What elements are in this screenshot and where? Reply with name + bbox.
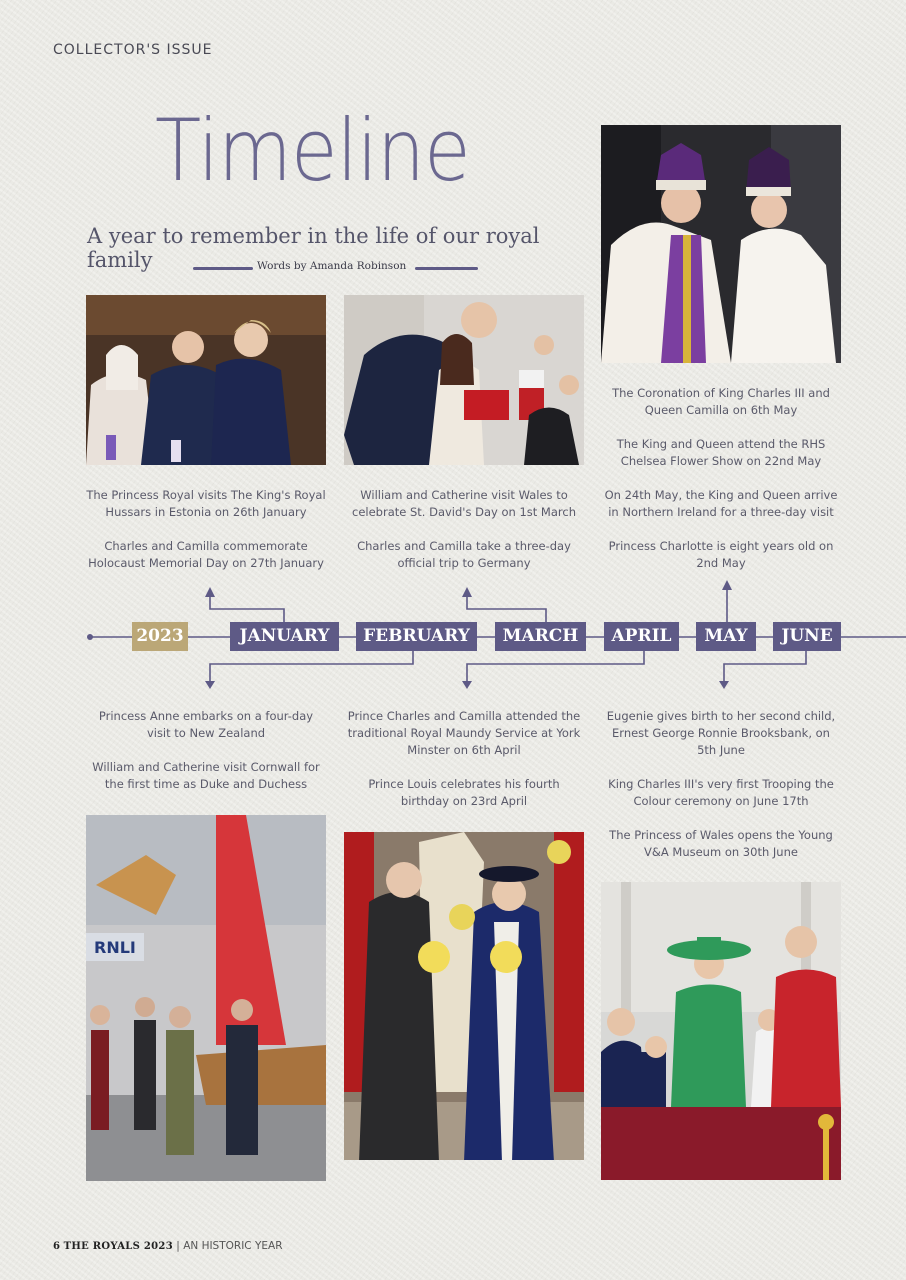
byline-rule-left (193, 267, 253, 270)
caption-text: The King and Queen attend the RHS Chelsea Flower Show on 22nd May (616, 437, 826, 468)
timeline-month-june: JUNE (773, 622, 841, 651)
page-title: Timeline (155, 101, 470, 201)
photo-st-davids-day (344, 295, 584, 465)
connector-january-up (210, 596, 284, 622)
connector-march-up (467, 596, 546, 622)
page-footer (53, 1240, 283, 1252)
caption-text: Princess Anne embarks on a four-day visit to New Zealand (98, 709, 314, 740)
caption-text: Princess Charlotte is eight years old on 2nd May (608, 539, 834, 570)
connector-february-down (210, 651, 413, 683)
arrow-down-icon (719, 681, 729, 689)
page-subtitle: A year to remember in the life of our royal family (87, 224, 540, 272)
caption-text: On 24th May, the King and Queen arrive in Northern Ireland for a three-day visit (604, 488, 838, 519)
timeline-month-may: MAY (696, 622, 756, 651)
section-label: COLLECTOR'S ISSUE (53, 42, 213, 58)
arrow-down-icon (462, 681, 472, 689)
caption-text: Eugenie gives birth to her second child, Ernest George Ronnie Brooksbank, on 5th June (606, 709, 836, 757)
byline-rule-right (415, 267, 478, 270)
connector-june-down (724, 651, 806, 683)
caption-text: Charles and Camilla commemorate Holocaust Memorial Day on 27th January (88, 539, 324, 570)
byline-group (193, 260, 478, 276)
photo-cornwall-rnli (86, 815, 326, 1181)
caption-text: The Princess Royal visits The King's Royal Hussars in Estonia on 26th January (86, 488, 326, 519)
footer-divider: | (176, 1240, 184, 1252)
page-number: 6 (53, 1241, 61, 1252)
caption-text: William and Catherine visit Wales to celebrate St. David's Day on 1st March (352, 488, 576, 519)
photo-trooping-the-colour (601, 882, 841, 1180)
caption-text: Prince Louis celebrates his fourth birthday on 23rd April (368, 777, 560, 808)
timeline-start-dot (87, 634, 93, 640)
caption-column-2-bottom (344, 708, 584, 827)
caption-column-1-bottom (86, 708, 326, 810)
caption-column-3-bottom (601, 708, 841, 878)
photo-maundy-service (344, 832, 584, 1160)
arrow-up-icon (462, 587, 472, 597)
caption-text: William and Catherine visit Cornwall for the first time as Duke and Duchess (92, 760, 320, 791)
caption-column-1-top (86, 487, 326, 589)
footer-section: AN HISTORIC YEAR (183, 1240, 283, 1252)
byline: Words by Amanda Robinson (257, 260, 407, 272)
arrow-up-icon (205, 587, 215, 597)
timeline-month-march: MARCH (495, 622, 586, 651)
caption-text: Prince Charles and Camilla attended the traditional Royal Maundy Service at York Minster on 6th April (347, 709, 581, 757)
photo-holocaust-memorial (86, 295, 326, 465)
arrow-down-icon (205, 681, 215, 689)
photo-coronation (601, 125, 841, 363)
caption-text: King Charles III's very first Trooping the Colour ceremony on June 17th (608, 777, 834, 808)
magazine-title: THE ROYALS 2023 (63, 1241, 173, 1252)
caption-text: Charles and Camilla take a three-day official trip to Germany (357, 539, 571, 570)
connector-april-down (467, 651, 644, 683)
timeline-year-2023: 2023 (132, 622, 188, 651)
caption-text: The Coronation of King Charles III and Queen Camilla on 6th May (612, 386, 830, 417)
timeline-month-april: APRIL (604, 622, 679, 651)
arrow-up-icon (722, 580, 732, 590)
rnli-sign: RNLI (94, 938, 136, 957)
timeline-month-january: JANUARY (230, 622, 339, 651)
caption-column-3-top (601, 385, 841, 589)
timeline-month-february: FEBRUARY (356, 622, 477, 651)
caption-column-2-top (344, 487, 584, 589)
caption-text: The Princess of Wales opens the Young V&A Museum on 30th June (609, 828, 833, 859)
